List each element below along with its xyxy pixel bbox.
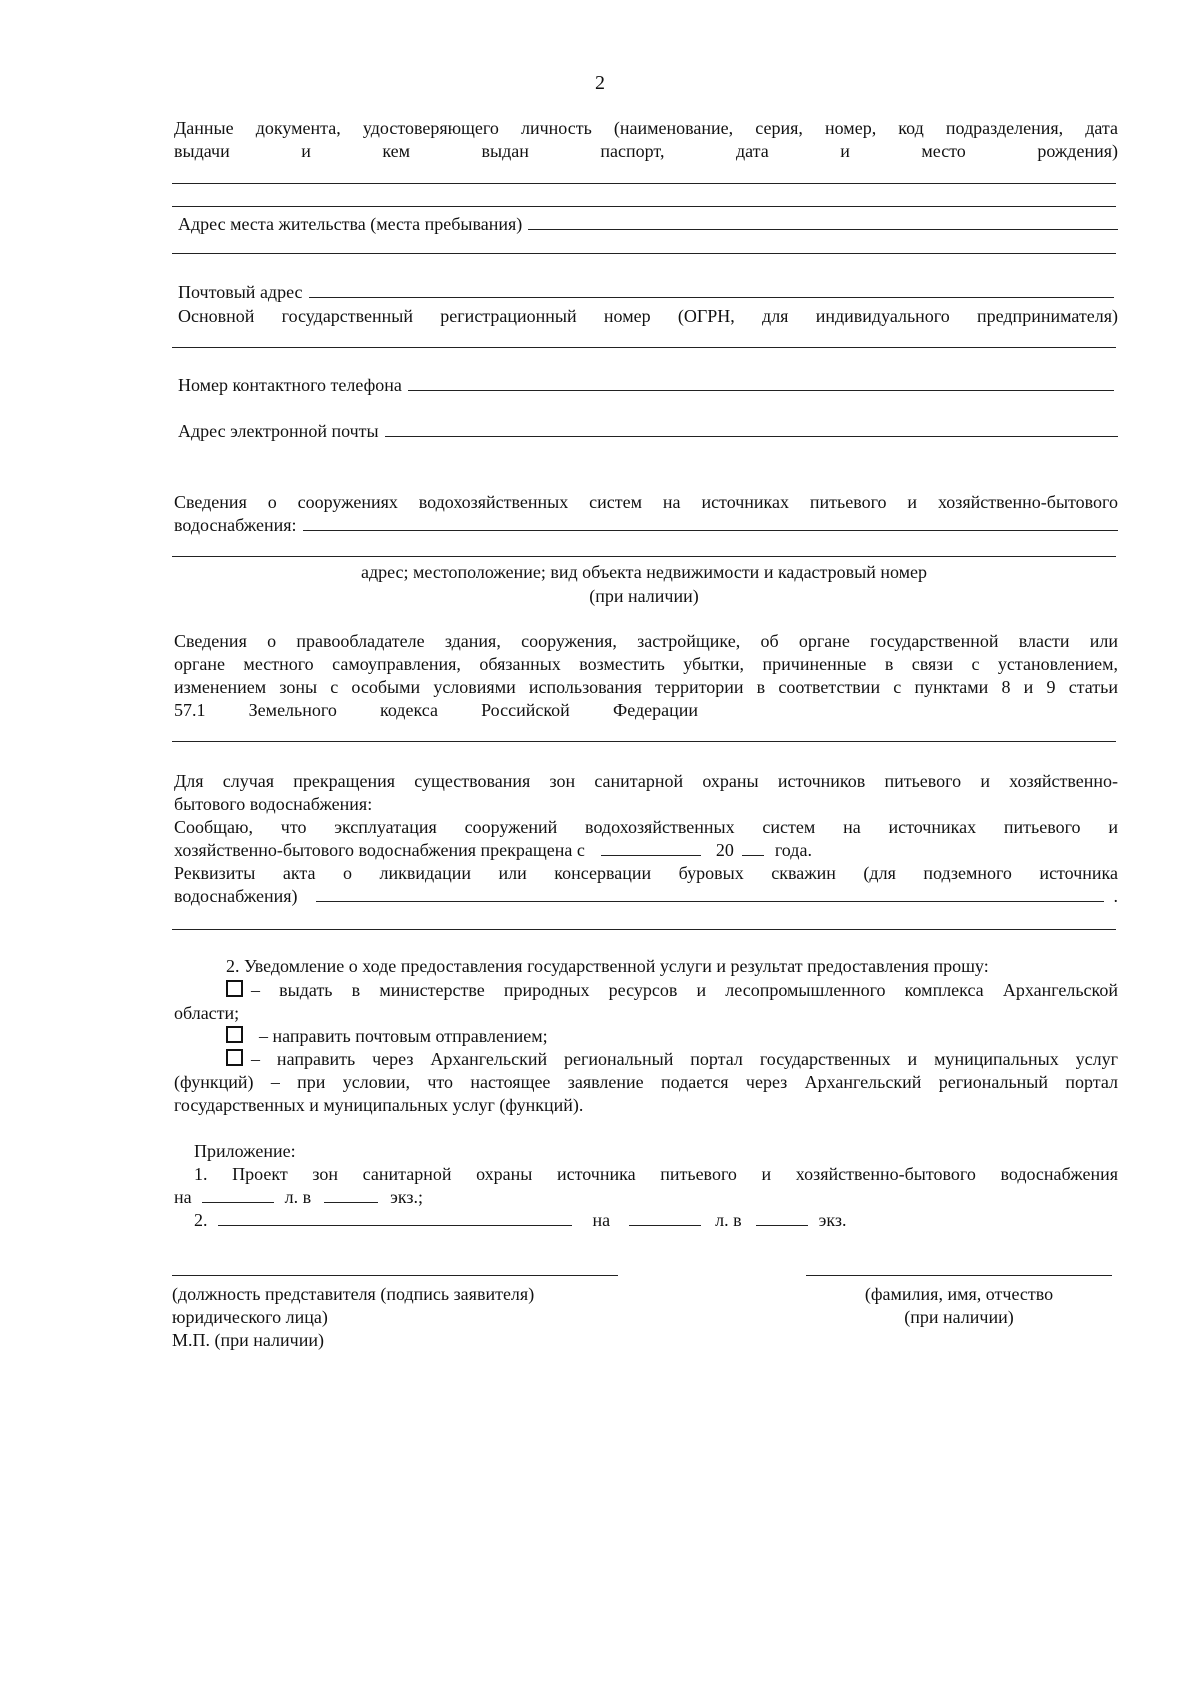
postal-label: Почтовый адрес [178, 282, 303, 302]
rightholder-line2: органе местного самоуправления, обязанных возместить убытки, причиненные в связи с установлением, [174, 654, 1118, 674]
attachment-item-2-copies-field[interactable] [756, 1225, 808, 1226]
termination-line2: бытового водоснабжения: [174, 794, 373, 814]
notification-option-2-text: – направить почтовым отправлением; [259, 1026, 548, 1046]
rightholder-line1: Сведения о правообладателе здания, сооружения, застройщике, об органе государственной власти или [174, 631, 1118, 651]
rightholder-line4: 57.1 Земельного кодекса Российской Федерации [174, 700, 698, 720]
attachment-heading: Приложение: [194, 1141, 296, 1161]
attachment-item-1: 1. Проект зон санитарной охраны источника питьевого и хозяйственно-бытового водоснабжения [194, 1164, 1118, 1184]
notification-option-1 [226, 980, 1118, 1001]
notification-option-3 [226, 1049, 1118, 1070]
rightholder-field[interactable] [172, 741, 1116, 742]
identity-doc-line2: выдачи и кем выдан паспорт, дата и место рождения) [174, 141, 1118, 161]
checkbox-portal[interactable] [226, 1049, 243, 1066]
notification-option-1-text: – выдать в министерстве природных ресурсов и лесопромышленного комплекса Архангельской [251, 980, 1118, 1000]
termination-line6-text: водоснабжения) [174, 886, 298, 906]
signature-right-caption-2: (при наличии) [904, 1307, 1014, 1327]
facilities-row [174, 515, 1118, 536]
checkbox-ministry[interactable] [226, 980, 243, 997]
attachment-item-2-pages-field[interactable] [629, 1225, 701, 1226]
termination-act-field[interactable] [316, 887, 1104, 902]
phone-row [178, 375, 1114, 396]
postal-row [178, 282, 1114, 303]
facilities-line1: Сведения о сооружениях водохозяйственных систем на источниках питьевого и хозяйственно-бытового [174, 492, 1118, 512]
signature-left-field[interactable] [172, 1275, 618, 1276]
termination-line1: Для случая прекращения существования зон санитарной охраны источников питьевого и хозяйственно- [174, 771, 1118, 791]
termination-line6 [174, 886, 1118, 907]
email-field[interactable] [385, 422, 1118, 437]
phone-field[interactable] [408, 376, 1114, 391]
identity-doc-line1: Данные документа, удостоверяющего личность (наименование, серия, номер, код подразделения, дата [174, 118, 1118, 138]
signature-left-caption-2: юридического лица) [172, 1307, 328, 1327]
phone-label: Номер контактного телефона [178, 375, 402, 395]
notification-option-1-cont: области; [174, 1003, 240, 1023]
facilities-line2: водоснабжения: [174, 515, 297, 535]
facilities-field[interactable] [303, 516, 1118, 531]
notification-option-3-line3: государственных и муниципальных услуг (функций). [174, 1095, 584, 1115]
ogrn-field[interactable] [172, 347, 1116, 348]
attachment-item-2-na: на [592, 1210, 611, 1230]
checkbox-post[interactable] [226, 1026, 243, 1043]
email-label: Адрес электронной почты [178, 421, 379, 441]
postal-field[interactable] [309, 283, 1114, 298]
signature-stamp-caption: М.П. (при наличии) [172, 1330, 324, 1350]
facilities-fill-line-2[interactable] [172, 556, 1116, 557]
termination-year-field[interactable] [742, 855, 764, 856]
attachment-item-1-copies-field[interactable] [324, 1202, 378, 1203]
notification-option-2 [226, 1026, 548, 1047]
termination-year-prefix: 20 [715, 840, 734, 860]
attachment-item-1-na: на [174, 1187, 192, 1207]
signature-left-caption-1: (должность представителя (подпись заявителя) [172, 1284, 535, 1304]
termination-date-field[interactable] [601, 855, 701, 856]
notification-option-3-text: – направить через Архангельский региональный портал государственных и муниципальных услуг [251, 1049, 1118, 1069]
termination-line4-text: хозяйственно-бытового водоснабжения прекращена с [174, 840, 585, 860]
residence-label: Адрес места жительства (места пребывания) [178, 214, 523, 234]
residence-field[interactable] [528, 215, 1118, 230]
attachment-item-1-l: л. в [284, 1187, 312, 1207]
attachment-item-1-ekz: экз.; [390, 1187, 423, 1207]
notification-option-3-line2: (функций) – при условии, что настоящее заявление подается через Архангельский региональный портал [174, 1072, 1118, 1092]
signature-right-caption-1: (фамилия, имя, отчество [864, 1284, 1054, 1304]
residence-fill-line-2[interactable] [172, 253, 1116, 254]
facilities-caption1: адрес; местоположение; вид объекта недвижимости и кадастровый номер [360, 562, 928, 582]
facilities-caption2: (при наличии) [589, 586, 699, 606]
termination-line3: Сообщаю, что эксплуатация сооружений водохозяйственных систем на источниках питьевого и [174, 817, 1118, 837]
signature-right-field[interactable] [806, 1275, 1112, 1276]
notification-heading: 2. Уведомление о ходе предоставления государственной услуги и результат предоставления прошу: [226, 956, 989, 976]
attachment-item-1-pages-field[interactable] [202, 1202, 274, 1203]
termination-fill-line-2[interactable] [172, 929, 1116, 930]
identity-doc-fill-line-1[interactable] [172, 183, 1116, 184]
termination-year-suffix: года. [774, 840, 812, 860]
attachment-item-2-name-field[interactable] [218, 1225, 572, 1226]
termination-line6-end: . [1113, 886, 1118, 906]
attachment-item-2-l: л. в [715, 1210, 742, 1230]
attachment-item-2-ekz: экз. [818, 1210, 847, 1230]
attachment-item-1-pages [174, 1187, 423, 1208]
termination-line4 [174, 840, 812, 861]
termination-line5: Реквизиты акта о ликвидации или консервации буровых скважин (для подземного источника [174, 863, 1118, 883]
email-row [178, 421, 1118, 442]
attachment-item-2-num: 2. [194, 1210, 208, 1230]
page-number: 2 [595, 72, 605, 94]
attachment-item-2 [194, 1210, 846, 1231]
identity-doc-fill-line-2[interactable] [172, 206, 1116, 207]
residence-row [178, 214, 1118, 235]
rightholder-line3: изменением зоны с особыми условиями использования территории в соответствии с пунктами 8 и 9 статьи [174, 677, 1118, 697]
ogrn-label: Основной государственный регистрационный номер (ОГРН, для индивидуального предпринимателя) [178, 306, 1118, 326]
